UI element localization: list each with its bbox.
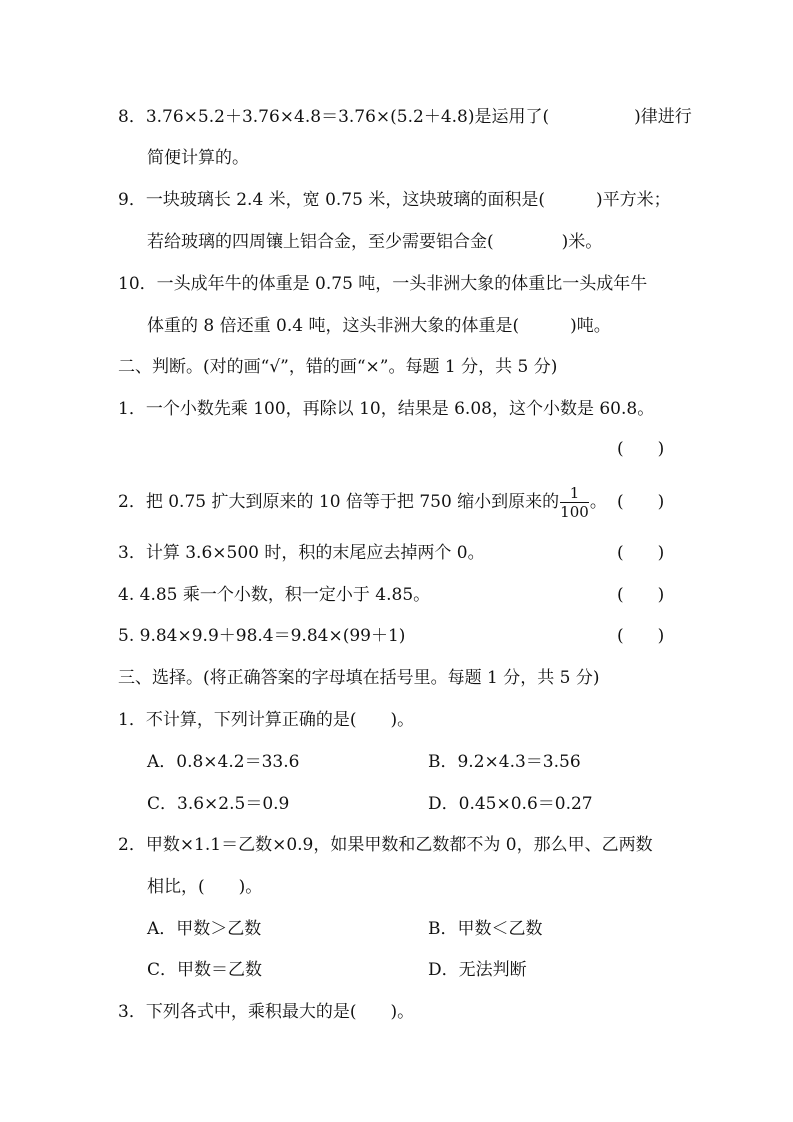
choice-q1-option-d[interactable]: D．0.45×0.6＝0.27 xyxy=(428,794,593,814)
fraction-one-hundredth xyxy=(560,484,589,521)
question-9-line-1: 9．一块玻璃长 2.4 米，宽 0.75 米，这块玻璃的面积是( )平方米； xyxy=(118,190,671,210)
question-10-line-2: 体重的 8 倍还重 0.4 吨，这头非洲大象的体重是( )吨。 xyxy=(147,316,611,336)
question-10-line-1: 10．一头成年牛的体重是 0.75 吨，一头非洲大象的体重比一头成年牛 xyxy=(118,274,648,294)
choice-question-3-stem: 3．下列各式中，乘积最大的是( )。 xyxy=(118,1002,415,1022)
judge-question-2-text: 2．把 0.75 扩大到原来的 10 倍等于把 750 缩小到原来的 xyxy=(118,492,560,512)
question-9-line-2: 若给玻璃的四周镶上铝合金，至少需要铝合金( )米。 xyxy=(147,232,603,252)
judge-answer-blank-2[interactable]: ( ) xyxy=(617,492,665,512)
judge-question-5: 5. 9.84×9.9＋98.4＝9.84×(99＋1) xyxy=(118,626,406,646)
judge-answer-blank-1[interactable]: ( ) xyxy=(617,439,665,459)
judge-section-heading: 二、判断。(对的画“√”，错的画“×”。每题 1 分，共 5 分) xyxy=(118,357,558,377)
fraction-numerator: 1 xyxy=(560,484,589,503)
choice-q1-option-b[interactable]: B．9.2×4.3＝3.56 xyxy=(428,752,581,772)
judge-question-2 xyxy=(118,480,607,524)
judge-answer-blank-3[interactable]: ( ) xyxy=(617,543,665,563)
choice-q2-option-a[interactable]: A．甲数＞乙数 xyxy=(147,919,262,939)
choice-q1-option-c[interactable]: C．3.6×2.5＝0.9 xyxy=(147,794,290,814)
question-8-line-2: 简便计算的。 xyxy=(147,148,249,168)
question-8-line-1: 8．3.76×5.2＋3.76×4.8＝3.76×(5.2＋4.8)是运用了( )律进行 xyxy=(118,107,692,127)
choice-q2-option-c[interactable]: C．甲数＝乙数 xyxy=(147,960,263,980)
choice-q2-option-d[interactable]: D．无法判断 xyxy=(428,960,527,980)
judge-question-4: 4. 4.85 乘一个小数，积一定小于 4.85。 xyxy=(118,585,431,605)
judge-answer-blank-5[interactable]: ( ) xyxy=(617,626,665,646)
fraction-denominator: 100 xyxy=(560,503,589,521)
choice-question-1-stem: 1．不计算，下列计算正确的是( )。 xyxy=(118,710,415,730)
choice-section-heading: 三、选择。(将正确答案的字母填在括号里。每题 1 分，共 5 分) xyxy=(118,668,600,688)
judge-question-2-end: 。 xyxy=(589,492,607,512)
choice-q1-option-a[interactable]: A．0.8×4.2＝33.6 xyxy=(147,752,300,772)
choice-question-2-stem-line-1: 2．甲数×1.1＝乙数×0.9，如果甲数和乙数都不为 0，那么甲、乙两数 xyxy=(118,835,653,855)
choice-question-2-stem-line-2: 相比，( )。 xyxy=(147,877,263,897)
judge-question-3: 3．计算 3.6×500 时，积的末尾应去掉两个 0。 xyxy=(118,543,485,563)
choice-q2-option-b[interactable]: B．甲数＜乙数 xyxy=(428,919,543,939)
judge-question-1: 1．一个小数先乘 100，再除以 10，结果是 6.08，这个小数是 60.8。 xyxy=(118,399,655,419)
judge-answer-blank-4[interactable]: ( ) xyxy=(617,585,665,605)
